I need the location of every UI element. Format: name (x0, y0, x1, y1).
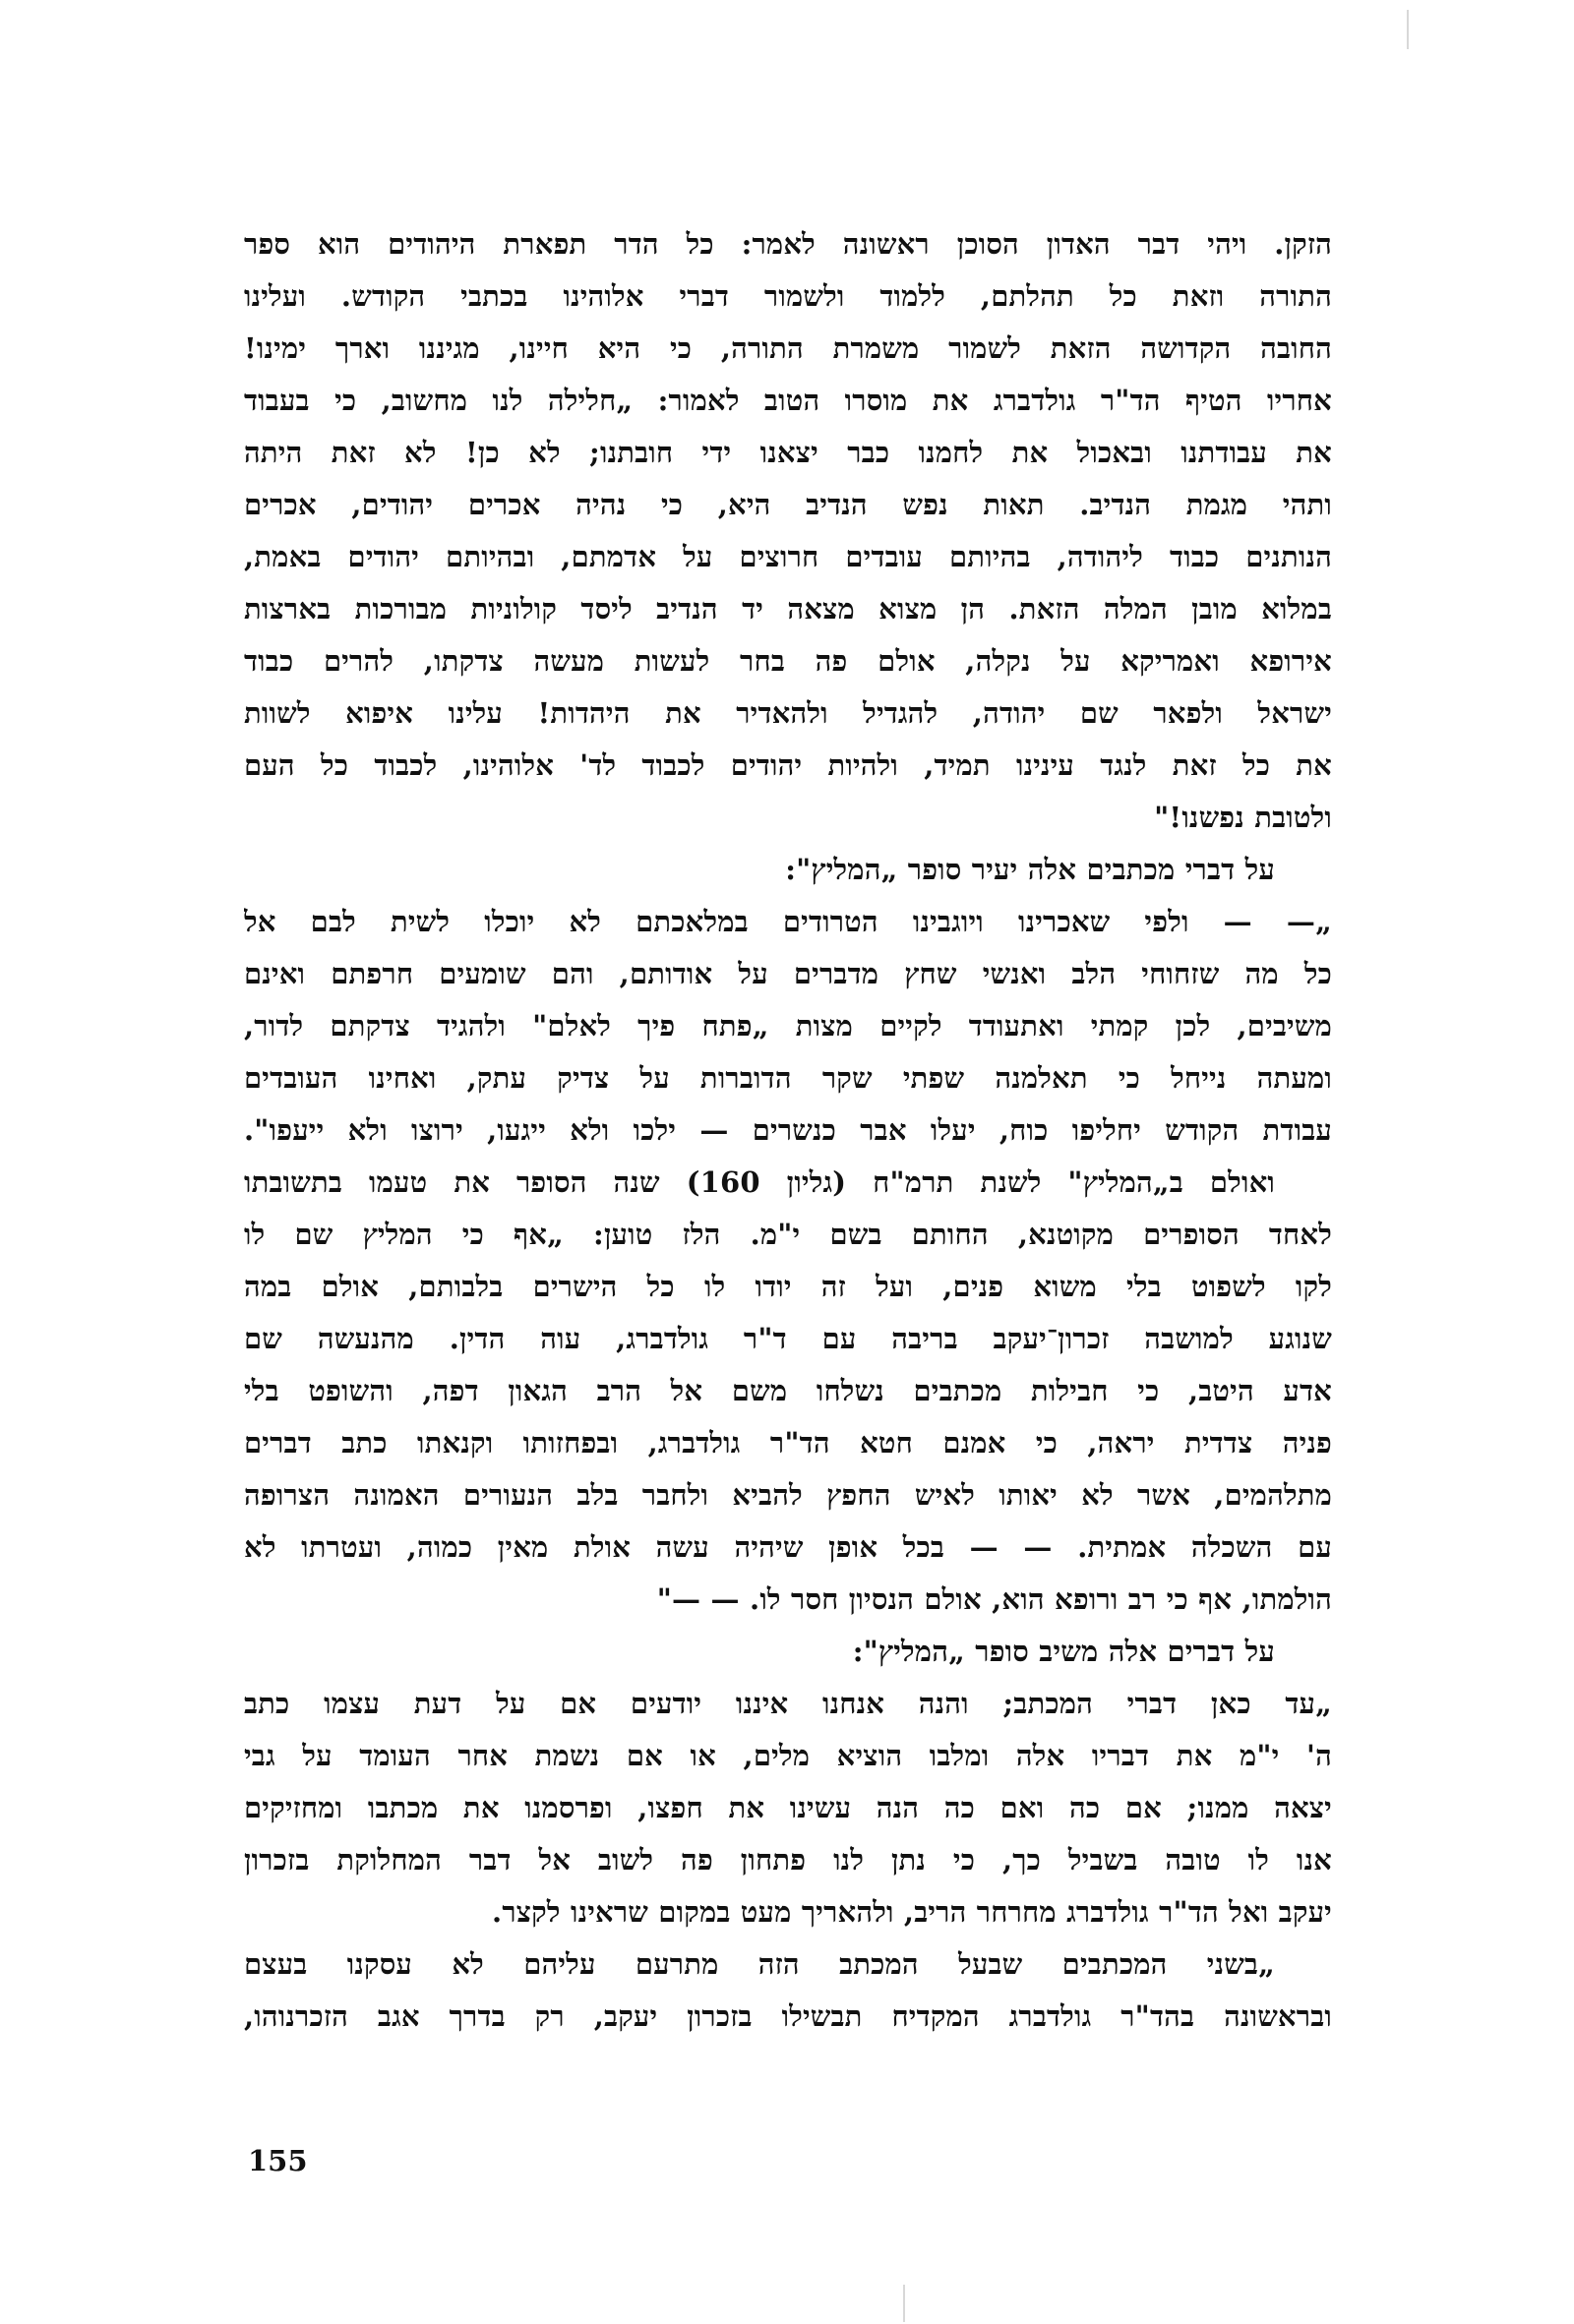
text-line: לאחד הסופרים מקוטנא, החותם בשם י"מ. הלז טוען: „אף כי המליץ שם לו (244, 1218, 1332, 1251)
text-line: במלוא מובן המלה הזאת. הן מצוא מצאה יד הנדיב ליסד קולוניות מבורכות בארצות (244, 592, 1332, 626)
text-line: את עבודתנו ובאכול את לחמנו כבר יצאנו ידי חובתנו; לא כן! לא זאת היתה (244, 436, 1332, 469)
text-line: הזקן. ויהי דבר האדון הסוכן ראשונה לאמר: כל הדר תפארת היהודים הוא ספר (244, 227, 1332, 261)
text-line: „בשני המכתבים שבעל המכתב הזה מתרעם עליהם לא עסקנו בעצם (244, 1947, 1275, 1981)
text-line: את כל זאת לנגד עינינו תמיד, ולהיות יהודים לכבוד לד' אלוהינו, לכבוד כל העם (244, 748, 1332, 782)
text-line: אנו לו טובה בשביל כך, כי נתן לנו פתחון פה לשוב אל דבר המחלוקת בזכרון (244, 1843, 1332, 1877)
text-line: אדע היטב, כי חבילות מכתבים נשלחו משם אל הרב הגאון דפה, והשופט בלי (244, 1374, 1332, 1407)
text-line: אחריו הטיף הד"ר גולדברג את מוסרו הטוב לאמור: „חלילה לנו מחשוב, כי בעבוד (244, 384, 1332, 417)
text-line: ובראשונה בהד"ר גולדברג המקדיח תבשילו בזכרון יעקב, רק בדרך אגב הזכרנוהו, (244, 1999, 1332, 2033)
text-line: ומעתה נייחל כי תאלמנה שפתי שקר הדוברות על צדיק עתק, ואחינו העובדים (244, 1061, 1332, 1095)
text-line: ואולם ב„המליץ" לשנת תרמ"ח (גליון 160) שנה הסופר את טעמו בתשובתו (244, 1165, 1276, 1199)
text-line: ישראל ולפאר שם יהודה, להגדיל ולהאדיר את היהדות! עלינו איפוא לשוות (244, 696, 1332, 730)
text-line: פניה צדדית יראה, כי אמנם חטא הד"ר גולדברג, ובפחזותו וקנאתו כתב דברים (244, 1426, 1332, 1460)
scan-mark-top (1407, 10, 1409, 49)
text-line: אירופא ואמריקא על נקלה, אולם פה בחר לעשות מעשה צדקתו, להרים כבוד (244, 644, 1332, 678)
scan-mark-bottom (903, 2285, 905, 2322)
text-line: על דברים אלה משיב סופר „המליץ": (852, 1635, 1275, 1668)
text-line: הנותנים כבוד ליהודה, בהיותם עובדים חרוצים על אדמתם, ובהיותם יהודים באמת, (244, 540, 1332, 573)
text-line: ותהי מגמת הנדיב. תאות נפש הנדיב היא, כי נהיה אכרים יהודים, אכרים (244, 488, 1332, 521)
text-line: מתלהמים, אשר לא יאותו לאיש החפץ להביא ולחבר בלב הנעורים האמונה הצרופה (244, 1478, 1332, 1512)
text-line: עבודת הקודש יחליפו כוח, יעלו אבר כנשרים — ילכו ולא ייגעו, ירוצו ולא ייעפו". (244, 1113, 1332, 1147)
text-line: שנוגע למושבה זכרון־יעקב בריבה עם ד"ר גולדברג, עוה הדין. מהנעשה שם (244, 1322, 1332, 1355)
page-number: 155 (248, 2144, 308, 2177)
text-line: עם השכלה אמתית. — — בכל אופן שיהיה עשה אולת מאין כמוה, ועטרתו לא (244, 1530, 1332, 1564)
text-line: לקו לשפוט בלי משוא פנים, ועל זה יודו לו כל הישרים בלבותם, אולם במה (244, 1270, 1332, 1303)
text-line: יצאה ממנו; אם כה ואם כה הנה עשינו את חפצו, ופרסמנו את מכתבו ומחזיקים (244, 1791, 1332, 1824)
text-line: ה' י"מ את דבריו אלה ומלבו הוציא מלים, או אם נשמת אחר העומד על גבי (244, 1739, 1332, 1772)
text-line: החובה הקדושה הזאת לשמור משמרת התורה, כי היא חיינו, מגיננו וארך ימינו! (244, 331, 1332, 365)
text-line: הולמתו, אף כי רב ורופא הוא, אולם הנסיון חסר לו. — —" (656, 1582, 1332, 1616)
text-line: ולטובת נפשנו!" (1154, 801, 1332, 834)
text-line: כל מה שזחוחי הלב ואנשי שחץ מדברים על אודותם, והם שומעים חרפתם ואינם (244, 957, 1332, 990)
text-line: התורה וזאת כל תהלתם, ללמוד ולשמור דברי אלוהינו בכתבי הקודש. ועלינו (244, 279, 1332, 313)
text-line: משיבים, לכן קמתי ואתעודד לקיים מצות „פתח פיך לאלם" ולהגיד צדקתם לדור, (244, 1009, 1332, 1043)
text-line: יעקב ואל הד"ר גולדברג מחרחר הריב, ולהאריך מעט במקום שראינו לקצר. (492, 1895, 1332, 1929)
text-line: „עד כאן דברי המכתב; והנה אנחנו איננו יודעים אם על דעת עצמו כתב (244, 1687, 1332, 1720)
body-text (244, 218, 1332, 2043)
text-line: „— — ולפי שאכרינו ויוגבינו הטרודים במלאכתם לא יוכלו לשית לבם אל (244, 905, 1332, 938)
text-line: על דברי מכתבים אלה יעיר סופר „המליץ": (785, 853, 1275, 886)
